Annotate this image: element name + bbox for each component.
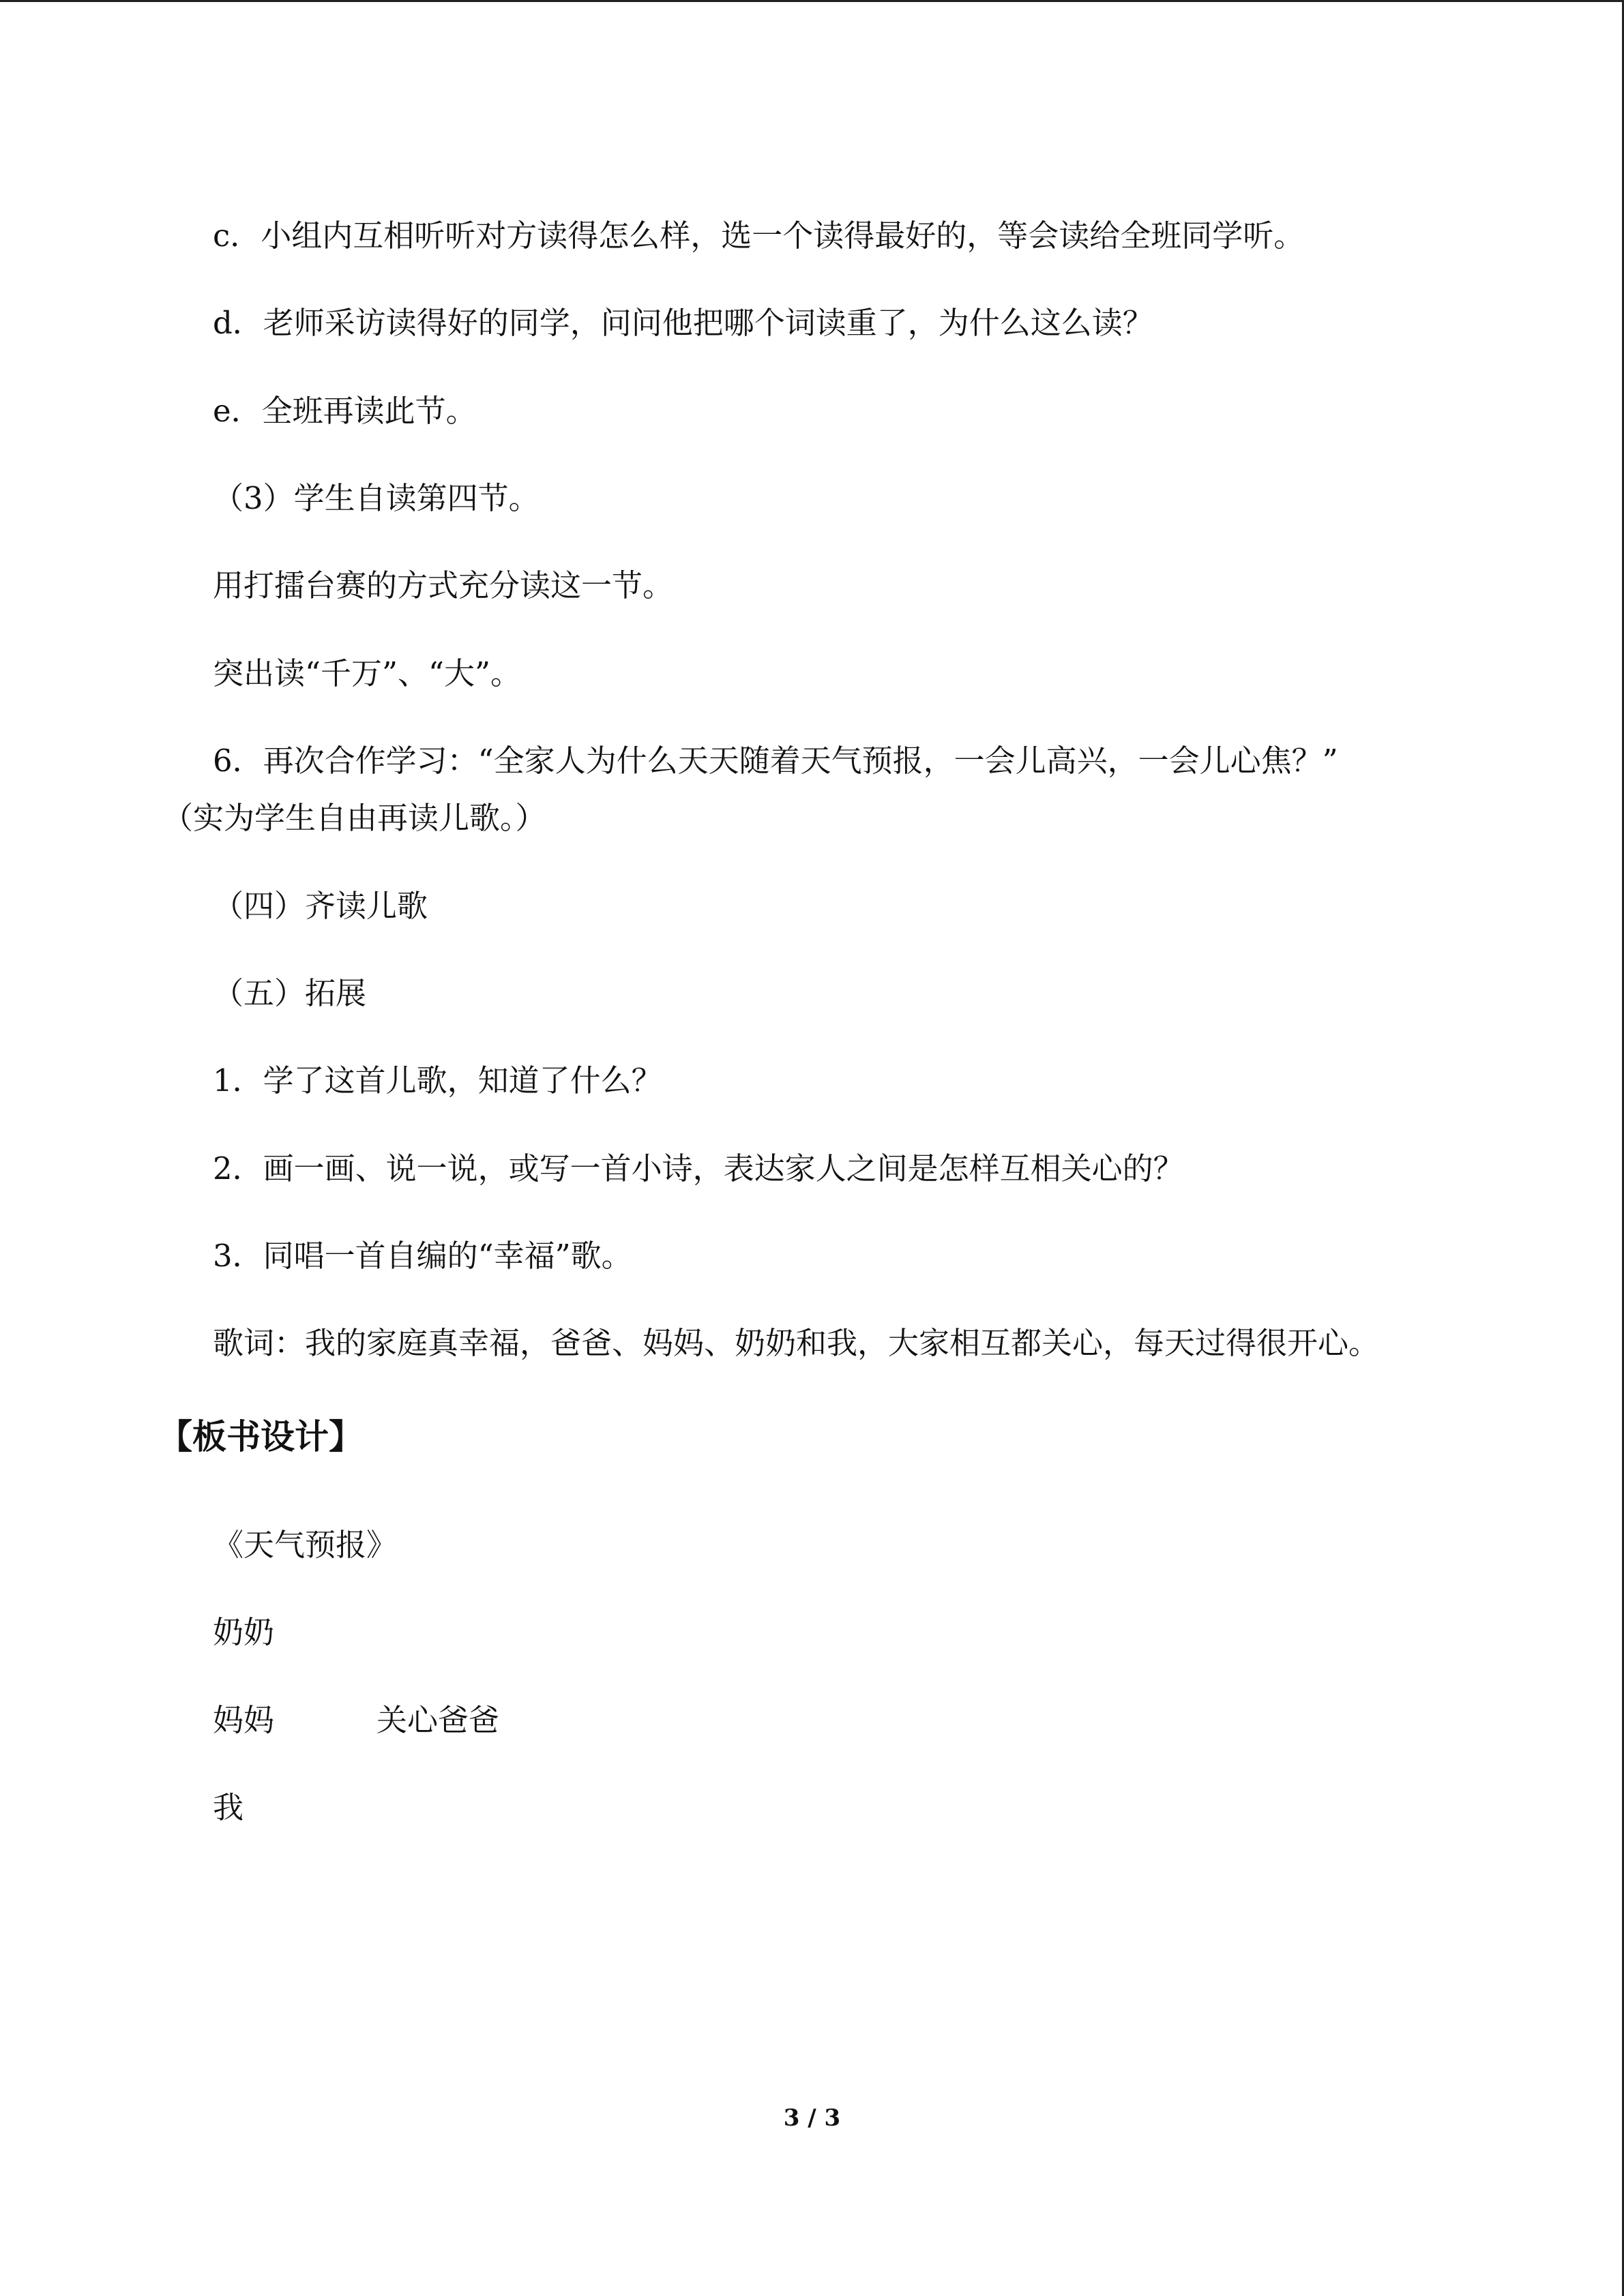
paragraph-d: d．老师采访读得好的同学，问问他把哪个词读重了，为什么这么读？	[213, 305, 1153, 341]
paragraph-c: c．小组内互相听听对方读得怎么样，选一个读得最好的，等会读给全班同学听。	[213, 218, 1305, 254]
board-row-grandma: 奶奶	[213, 1614, 275, 1650]
page-border-top	[0, 0, 1624, 2]
paragraph-emphasis: 突出读“千万”、“大”。	[213, 655, 522, 691]
extension-item-3: 3．同唱一首自编的“幸福”歌。	[213, 1238, 632, 1274]
section-5-heading: （五）拓展	[213, 975, 367, 1011]
paragraph-step-6: 6．再次合作学习：“全家人为什么天天随着天气预报，一会儿高兴，一会儿心焦？”	[213, 743, 1338, 779]
board-row-me: 我	[213, 1789, 244, 1825]
board-row-mom: 妈妈	[213, 1702, 275, 1738]
paragraph-step-6-note: （实为学生自由再读儿歌。）	[162, 800, 546, 836]
extension-item-2: 2．画一画、说一说，或写一首小诗，表达家人之间是怎样互相关心的？	[213, 1150, 1184, 1187]
paragraph-leitai: 用打擂台赛的方式充分读这一节。	[213, 567, 674, 603]
paragraph-step-3: （3）学生自读第四节。	[213, 480, 540, 516]
section-4-heading: （四）齐读儿歌	[213, 888, 428, 924]
board-care-dad: 关心爸爸	[377, 1702, 500, 1738]
extension-item-1: 1．学了这首儿歌，知道了什么？	[213, 1062, 662, 1099]
page-number: 3 / 3	[783, 2104, 841, 2132]
song-lyrics: 歌词：我的家庭真幸福，爸爸、妈妈、奶奶和我，大家相互都关心，每天过得很开心。	[213, 1325, 1380, 1361]
paragraph-e: e．全班再读此节。	[213, 393, 477, 429]
board-design-heading: 【板书设计】	[158, 1416, 363, 1457]
board-title: 《天气预报》	[213, 1527, 398, 1563]
